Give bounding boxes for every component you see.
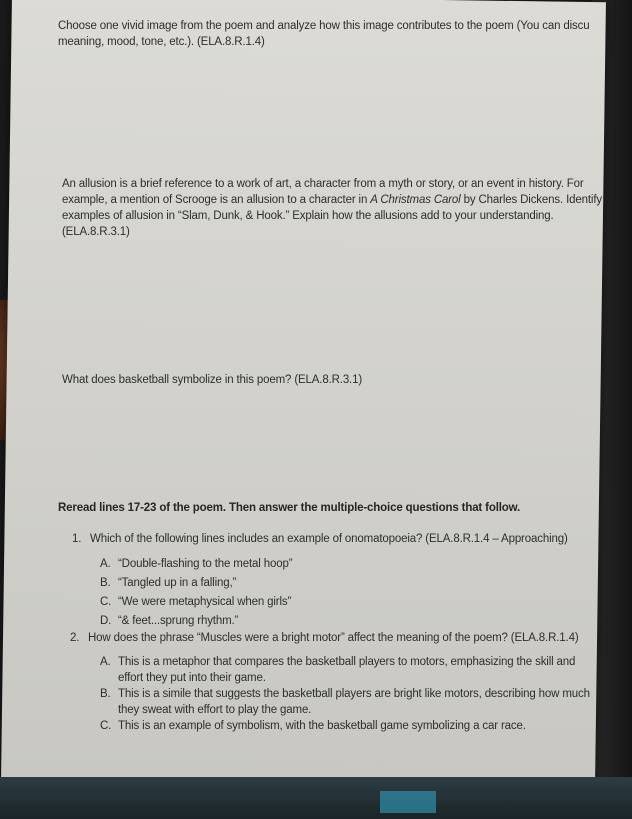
floor-object [380,791,436,813]
mc2-option-a [100,654,590,686]
option-letter: C. [100,720,112,732]
mc2-option-b [100,686,590,718]
q3-line-1: What does basketball symbolize in this poem? (ELA.8.R.3.1) [62,374,363,386]
q1-line-1: Choose one vivid image from the poem and analyze how this image contributes to the poem (You can discu [58,20,590,32]
reread-instruction: Reread lines 17-23 of the poem. Then answer the multiple-choice questions that follow. [58,502,521,514]
option-text-line-1: This is a metaphor that compares the basketball players to motors, emphasizing the skill and [118,656,576,668]
q2-book-title: A Christmas Carol [370,194,461,206]
question-symbolism [62,372,582,388]
mc2-question-text: How does the phrase “Muscles were a bright motor” affect the meaning of the poem? (ELA.8.R.1.4) [88,632,579,644]
q2-line-4: (ELA.8.R.3.1) [62,226,130,238]
option-letter: B. [100,688,111,700]
mc1-option-d [100,613,570,629]
mc1-option-c [100,594,570,610]
q2-line-2b: by Charles Dickens. Identify [460,194,602,206]
question-allusion [62,176,606,240]
floor-background [0,777,632,819]
option-text-line-1: This is a simile that suggests the basketball players are bright like motors, describing how much [118,688,590,700]
option-text: “Double-flashing to the metal hoop” [118,558,293,570]
option-text: “& feet...sprung rhythm.” [118,615,239,627]
mc2-options [100,654,590,734]
mc1-option-b [100,575,570,591]
mc1-options [100,556,570,632]
option-letter: B. [100,577,111,589]
mc2-number: 2. [70,632,80,644]
mc1-number: 1. [72,533,82,545]
mc1-option-a [100,556,570,572]
option-letter: A. [100,558,111,570]
q2-line-2 [62,192,606,208]
q2-line-1: An allusion is a brief reference to a work of art, a character from a myth or story, or an event in history. For [62,178,584,190]
option-text: “Tangled up in a falling,” [118,577,237,589]
mc-question-2 [70,630,616,646]
option-text-line-2: they sweat with effort to play the game. [118,704,312,716]
mc2-option-c [100,718,590,734]
question-vivid-image [58,18,628,50]
mc1-question-text: Which of the following lines includes an example of onomatopoeia? (ELA.8.R.1.4 – Approaching) [90,533,568,545]
option-text: “We were metaphysical when girls” [118,596,292,608]
q1-line-2: meaning, mood, tone, etc.). (ELA.8.R.1.4) [58,36,265,48]
mc-question-1 [72,531,608,547]
option-text-line-2: effort they put into their game. [118,672,266,684]
option-letter: A. [100,656,111,668]
q2-line-2a: example, a mention of Scrooge is an allusion to a character in [62,194,371,206]
option-text-line-1: This is an example of symbolism, with the basketball game symbolizing a car race. [118,720,526,732]
option-letter: C. [100,596,112,608]
q2-line-3: examples of allusion in “Slam, Dunk, & Hook.” Explain how the allusions add to your understanding. [62,210,554,222]
option-letter: D. [100,615,112,627]
